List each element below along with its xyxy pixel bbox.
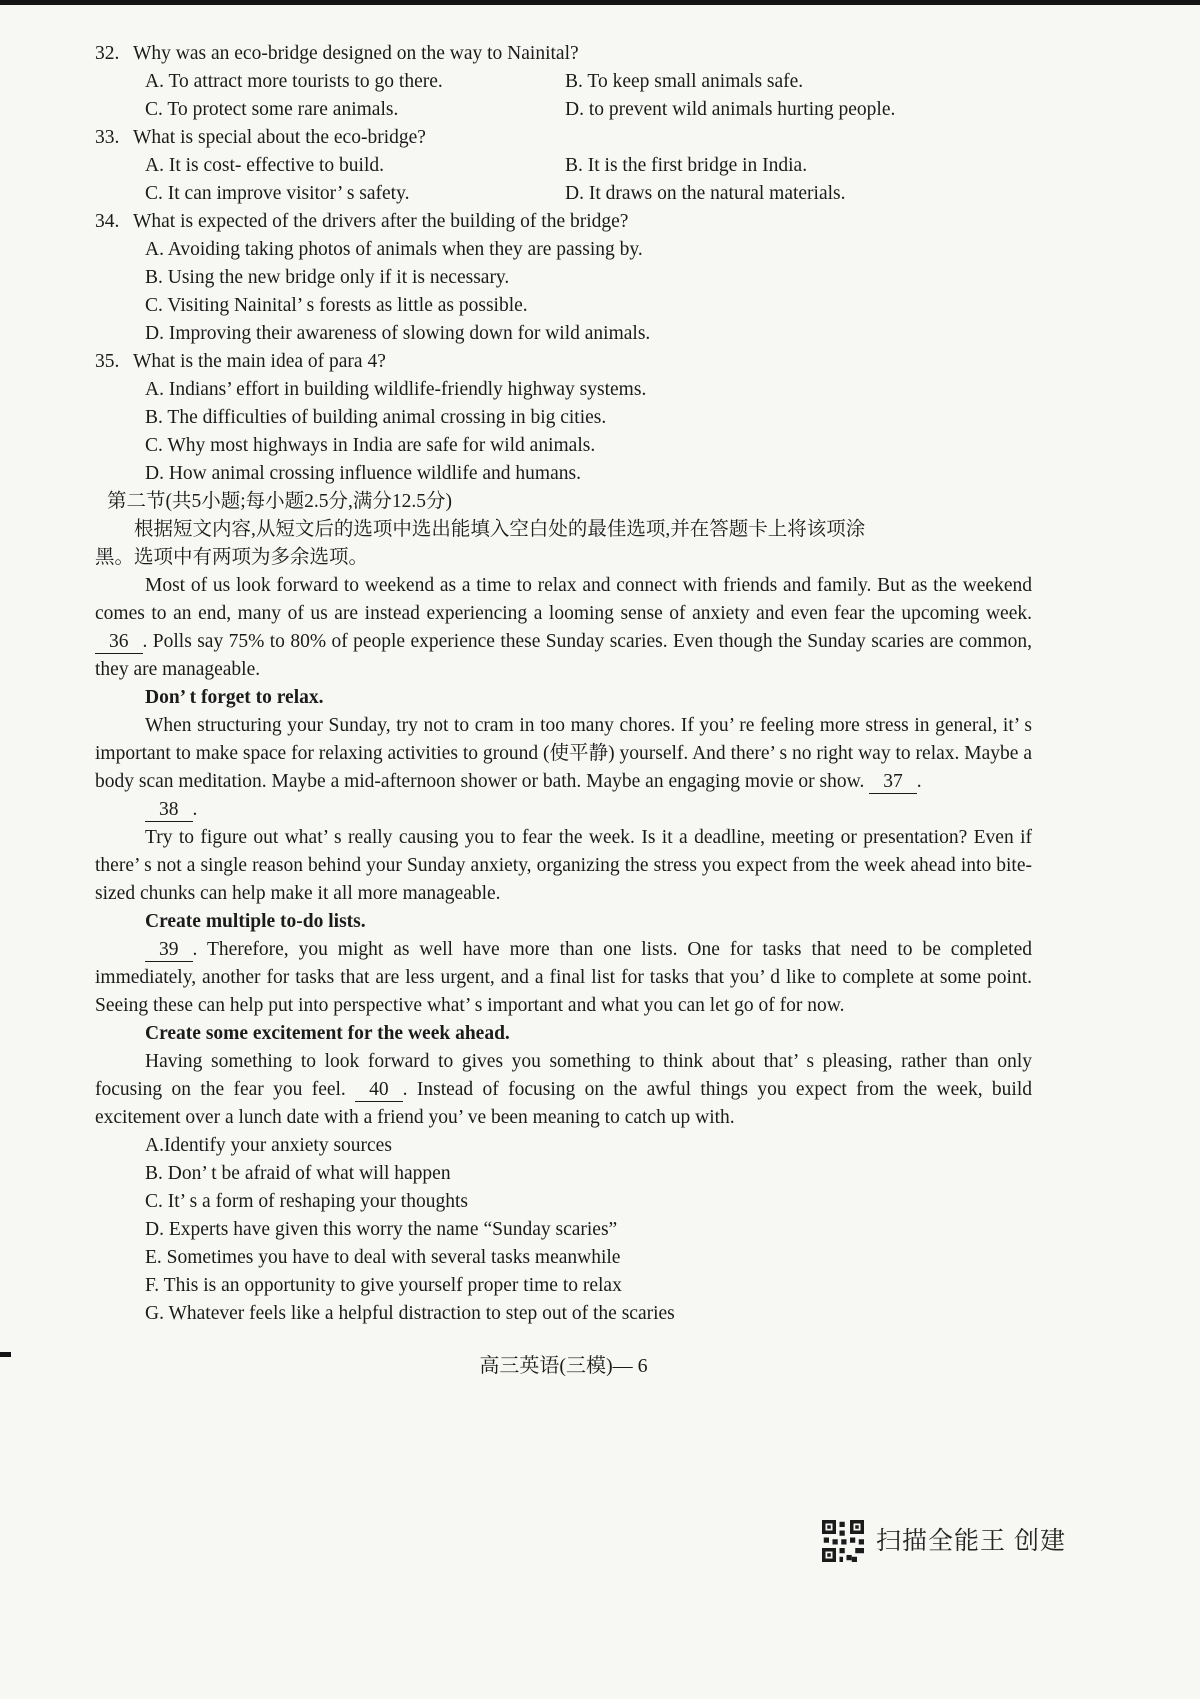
choices-list xyxy=(145,1132,1032,1328)
question-stem xyxy=(95,124,1032,152)
question-text: Why was an eco-bridge designed on the way to Nainital? xyxy=(133,43,579,64)
passage-paragraph-4: Try to figure out what’ s really causing you to fear the week. Is it a deadline, meeting or presentation? Even if there’ s not a single reason behind your Sunday anxiety, organizing the stress you expect from the week ahead into bite-sized chunks can help make it all more manageable. xyxy=(95,827,1032,904)
question-options xyxy=(145,68,1032,124)
blank-40: 40 xyxy=(355,1079,403,1102)
option-a: A. To attract more tourists to go there. xyxy=(145,71,443,92)
blank-38: 38 xyxy=(145,799,193,822)
question-number: 35. xyxy=(95,351,120,372)
choice-d: D. Experts have given this worry the name “Sunday scaries” xyxy=(145,1219,618,1240)
option-b: B. It is the first bridge in India. xyxy=(565,155,808,176)
choice-a: A.Identify your anxiety sources xyxy=(145,1135,392,1156)
blank-36: 36 xyxy=(95,631,143,654)
option-d: D. to prevent wild animals hurting people. xyxy=(565,99,896,120)
question-options xyxy=(145,376,1032,488)
question-32 xyxy=(95,40,1032,124)
choice-c: C. It’ s a form of reshaping your thoughts xyxy=(145,1191,468,1212)
paragraph-text: . Polls say 75% to 80% of people experience these Sunday scaries. Even though the Sunday scaries are common, they are manageable. xyxy=(95,631,1032,680)
passage-paragraph-5 xyxy=(95,936,1032,1020)
paragraph-text: . xyxy=(916,771,922,792)
section-heading: 第二节(共5小题;每小题2.5分,满分12.5分) xyxy=(107,491,453,512)
question-text: What is the main idea of para 4? xyxy=(133,351,386,372)
watermark-text: 扫描全能王 创建 xyxy=(876,1527,1066,1555)
question-33 xyxy=(95,124,1032,208)
question-number: 33. xyxy=(95,127,120,148)
scan-top-edge-artifact xyxy=(0,0,1200,5)
option-d: D. It draws on the natural materials. xyxy=(565,183,846,204)
question-number: 34. xyxy=(95,211,120,232)
paragraph-text: Most of us look forward to weekend as a time to relax and connect with friends and family. But as the weekend comes to an end, many of us are instead experiencing a looming sense of anxiety and even fear the upcoming week. xyxy=(95,575,1032,624)
paragraph-text: . Instead of focusing on the awful things you expect from the week, build excitement over a lunch date with a friend you’ ve been meaning to catch up with. xyxy=(95,1079,1032,1128)
question-text: What is special about the eco-bridge? xyxy=(133,127,426,148)
question-text: What is expected of the drivers after the building of the bridge? xyxy=(133,211,629,232)
choice-f: F. This is an opportunity to give yourself proper time to relax xyxy=(145,1275,622,1296)
blank-37: 37 xyxy=(869,771,917,794)
passage-paragraph-1 xyxy=(95,572,1032,684)
option-a: A. Avoiding taking photos of animals when they are passing by. xyxy=(145,239,643,260)
scan-left-mark-artifact xyxy=(0,1352,11,1357)
section-instructions-line1: 根据短文内容,从短文后的选项中选出能填入空白处的最佳选项,并在答题卡上将该项涂 xyxy=(134,519,866,540)
passage-subheading-excitement: Create some excitement for the week ahead. xyxy=(145,1023,510,1044)
option-c: C. Visiting Nainital’ s forests as little as possible. xyxy=(145,295,528,316)
section-instructions-line2: 黑。选项中有两项为多余选项。 xyxy=(95,547,369,568)
passage-paragraph-3 xyxy=(95,796,1032,824)
question-options xyxy=(145,236,1032,348)
option-a: A. Indians’ effort in building wildlife-friendly highway systems. xyxy=(145,379,647,400)
scanner-watermark xyxy=(822,1520,1066,1562)
question-stem xyxy=(95,208,1032,236)
option-a: A. It is cost- effective to build. xyxy=(145,155,384,176)
option-c: C. Why most highways in India are safe for wild animals. xyxy=(145,435,596,456)
paragraph-text: When structuring your Sunday, try not to cram in too many chores. If you’ re feeling more stress in general, it’ s important to make space for relaxing activities to ground (使平静) yourself. And there’ s no right way to relax. Maybe a body scan meditation. Maybe a mid-afternoon shower or bath. Maybe an engaging movie or show. xyxy=(95,715,1032,792)
option-c: C. It can improve visitor’ s safety. xyxy=(145,183,410,204)
question-stem xyxy=(95,40,1032,68)
page-footer: 高三英语(三模)— 6 xyxy=(479,1355,648,1377)
paragraph-text: Having something to look forward to gives you something to think about that’ s pleasing, rather than only focusing on the fear you feel. xyxy=(95,1051,1032,1100)
qr-code-icon xyxy=(822,1520,864,1562)
passage-subheading-relax: Don’ t forget to relax. xyxy=(145,687,324,708)
paragraph-text: . Therefore, you might as well have more than one lists. One for tasks that need to be completed immediately, another for tasks that are less urgent, and a final list for tasks that you’ d like to complete at some point. Seeing these can help put into perspective what’ s important and what you can let go of for now. xyxy=(95,939,1032,1016)
question-stem xyxy=(95,348,1032,376)
question-34 xyxy=(95,208,1032,348)
choice-b: B. Don’ t be afraid of what will happen xyxy=(145,1163,451,1184)
option-d: D. How animal crossing influence wildlife and humans. xyxy=(145,463,581,484)
option-b: B. Using the new bridge only if it is necessary. xyxy=(145,267,510,288)
blank-39: 39 xyxy=(145,939,193,962)
question-35 xyxy=(95,348,1032,488)
passage-paragraph-6 xyxy=(95,1048,1032,1132)
passage-paragraph-2 xyxy=(95,712,1032,796)
choice-g: G. Whatever feels like a helpful distraction to step out of the scaries xyxy=(145,1303,675,1324)
question-number: 32. xyxy=(95,43,120,64)
choice-e: E. Sometimes you have to deal with several tasks meanwhile xyxy=(145,1247,621,1268)
paragraph-text: . xyxy=(192,799,198,820)
option-b: B. The difficulties of building animal crossing in big cities. xyxy=(145,407,607,428)
option-b: B. To keep small animals safe. xyxy=(565,71,804,92)
option-d: D. Improving their awareness of slowing down for wild animals. xyxy=(145,323,651,344)
question-options xyxy=(145,152,1032,208)
option-c: C. To protect some rare animals. xyxy=(145,99,399,120)
passage-subheading-todo-lists: Create multiple to-do lists. xyxy=(145,911,366,932)
